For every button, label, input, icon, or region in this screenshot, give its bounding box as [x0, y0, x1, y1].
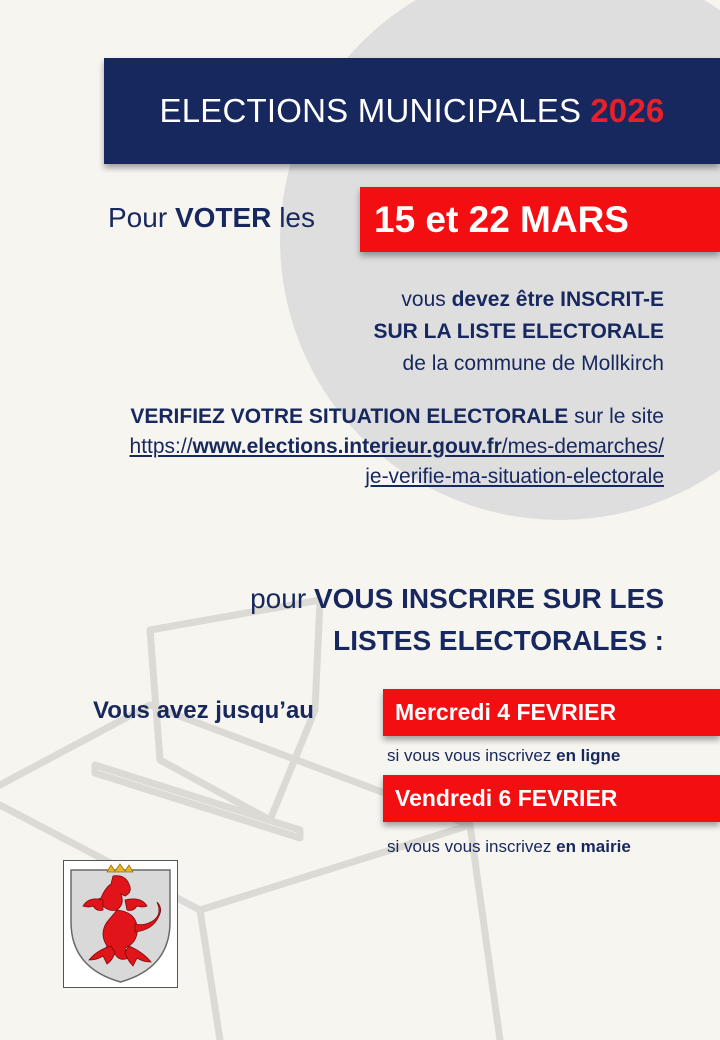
election-dates-box: [360, 187, 720, 252]
mairie-deadline-date: Vendredi 6 FEVRIER: [395, 785, 618, 811]
registration-line3: de la commune de Mollkirch: [402, 352, 664, 375]
vote-verb: VOTER: [174, 202, 272, 233]
mairie-note-bold: en mairie: [556, 837, 631, 856]
verify-link[interactable]: [130, 435, 664, 458]
registration-requirement: [373, 284, 664, 380]
mairie-deadline-box: [383, 775, 720, 822]
inscription-line1: VOUS INSCRIRE SUR LES: [313, 583, 664, 614]
coat-of-arms-lion-icon: [63, 860, 178, 988]
url-domain: www.elections.interieur.gouv.fr: [192, 435, 502, 458]
url-path2: je-verifie-ma-situation-electorale: [365, 465, 664, 488]
registration-line1-prefix: vous: [401, 288, 446, 311]
election-dates: 15 et 22 MARS: [374, 198, 629, 240]
verify-link-continued[interactable]: [365, 465, 664, 488]
vote-prefix: Pour: [108, 202, 168, 233]
url-prefix: https://: [129, 435, 193, 458]
banner-year: 2026: [590, 92, 665, 129]
online-note-prefix: si vous vous inscrivez: [387, 746, 552, 765]
online-note: [387, 746, 620, 766]
banner-title: ELECTIONS MUNICIPALES: [159, 92, 582, 129]
registration-line2: SUR LA LISTE ELECTORALE: [373, 320, 664, 343]
vote-headline: [108, 202, 315, 234]
online-note-bold: en ligne: [556, 746, 621, 765]
inscription-prefix: pour: [250, 583, 307, 614]
url-path1: /mes-demarches/: [501, 435, 664, 458]
inscription-line2: LISTES ELECTORALES :: [333, 625, 664, 656]
verify-heading-suffix: sur le site: [574, 405, 664, 428]
online-deadline-box: [383, 689, 720, 736]
mairie-note: [387, 837, 631, 857]
verify-heading: VERIFIEZ VOTRE SITUATION ELECTORALE: [130, 405, 569, 428]
registration-line1-bold: devez être INSCRIT-E: [451, 288, 664, 311]
deadline-label: Vous avez jusqu’au: [93, 697, 314, 724]
election-banner: [104, 58, 720, 164]
verify-section: [130, 402, 664, 492]
online-deadline-date: Mercredi 4 FEVRIER: [395, 699, 617, 725]
inscription-headline: [250, 578, 664, 662]
mairie-note-prefix: si vous vous inscrivez: [387, 837, 552, 856]
vote-suffix: les: [279, 202, 315, 233]
